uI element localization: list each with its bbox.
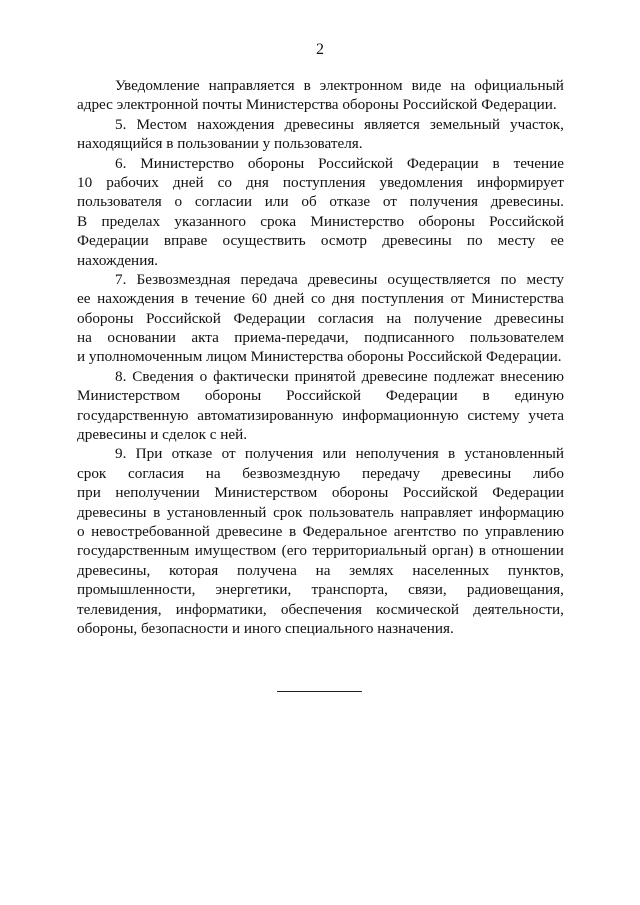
text-line: ее нахождения в течение 60 дней со дня поступления от Министерства xyxy=(77,290,564,308)
text-line: древесины, которая получена на землях населенных пунктов, xyxy=(77,561,564,579)
text-line: нахождения. xyxy=(77,251,159,269)
page-number: 2 xyxy=(316,41,324,58)
text-line: о невостребованной древесине в Федеральное агентство по управлению xyxy=(77,522,564,540)
text-line: 7. Безвозмездная передача древесины осуществляется по месту xyxy=(115,270,564,288)
text-line: промышленности, энергетики, транспорта, связи, радиовещания, xyxy=(77,581,564,599)
paragraph xyxy=(77,270,564,367)
text-line: 9. При отказе от получения или неполучения в установленный xyxy=(115,445,564,463)
text-line: обороны, безопасности и иного специального назначения. xyxy=(77,619,454,637)
paragraph xyxy=(77,76,564,115)
text-line: 5. Местом нахождения древесины является земельный участок, xyxy=(115,115,564,133)
text-line: Уведомление направляется в электронном виде на официальный xyxy=(115,77,564,94)
text-line: и уполномоченным лицом Министерства обороны Российской Федерации. xyxy=(77,348,562,366)
text-line: на основании акта приема-передачи, подписанного пользователем xyxy=(77,329,564,347)
text-line: 8. Сведения о фактически принятой древесине подлежат внесению xyxy=(115,367,564,385)
text-line: при неполучении Министерством обороны Российской Федерации xyxy=(77,484,564,502)
text-line: древесины и сделок с ней. xyxy=(77,426,248,444)
text-line: 10 рабочих дней со дня поступления уведомления информирует xyxy=(77,173,564,191)
paragraph xyxy=(77,444,564,638)
paragraph xyxy=(77,115,564,154)
text-line: 6. Министерство обороны Российской Федерации в течение xyxy=(115,154,564,172)
closing-separator-line xyxy=(277,691,362,692)
text-line: Министерством обороны Российской Федерации в единую xyxy=(77,387,564,405)
text-line: Федерации вправе осуществить осмотр древесины по месту ее xyxy=(77,232,564,250)
paragraph xyxy=(77,367,564,445)
document-body xyxy=(77,76,564,638)
text-line: государственным имуществом (его территориальный орган) в отношении xyxy=(77,542,564,560)
text-line: телевидения, информатики, обеспечения космической деятельности, xyxy=(77,600,564,618)
text-line: адрес электронной почты Министерства обороны Российской Федерации. xyxy=(77,96,557,114)
text-line: древесины в установленный срок пользователь направляет информацию xyxy=(77,503,564,521)
text-line: государственную автоматизированную информационную систему учета xyxy=(77,406,564,424)
text-line: В пределах указанного срока Министерство обороны Российской xyxy=(77,212,564,230)
paragraph xyxy=(77,154,564,270)
text-line: срок согласия на безвозмездную передачу древесины либо xyxy=(77,464,564,482)
text-line: находящийся в пользовании у пользователя. xyxy=(77,135,363,153)
text-line: пользователя о согласии или об отказе от получения древесины. xyxy=(77,193,564,211)
text-line: обороны Российской Федерации согласия на получение древесины xyxy=(77,309,564,327)
